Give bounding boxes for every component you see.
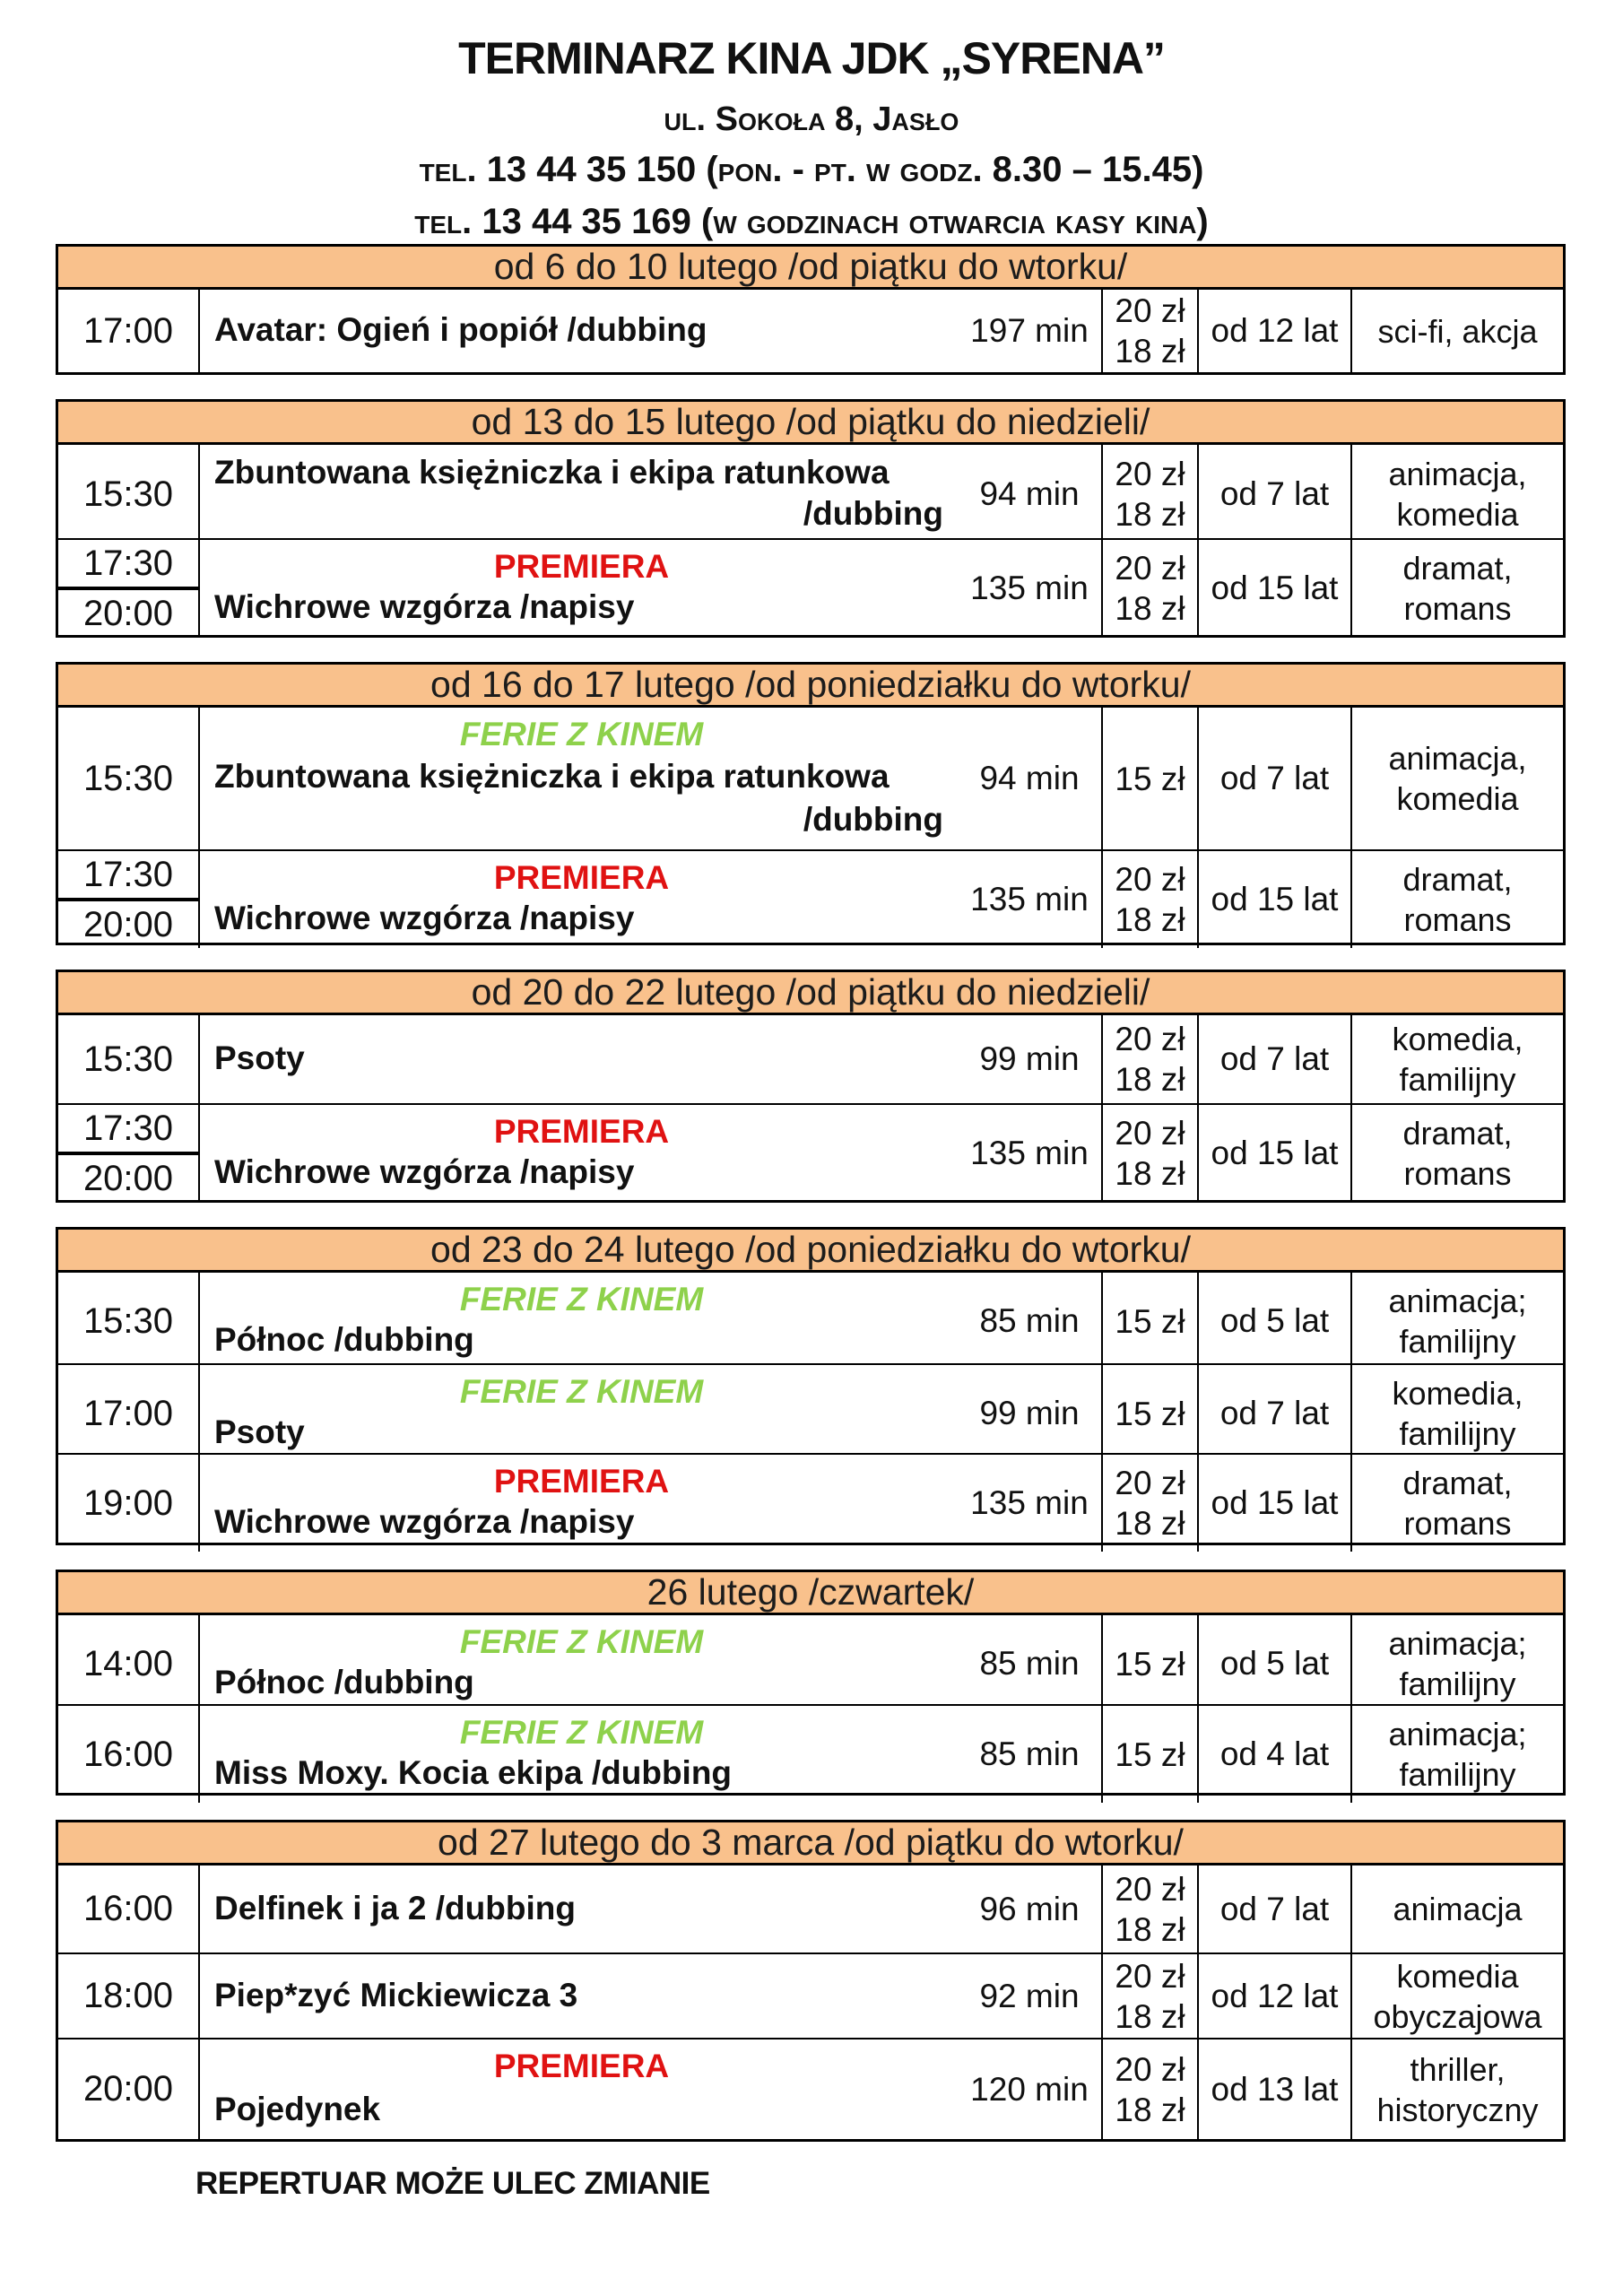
showtime: 16:00 — [82, 1889, 174, 1928]
genre-cell — [1350, 2039, 1563, 2139]
movie-cell — [198, 1706, 1101, 1803]
age-rating: od 15 lat — [1197, 1455, 1350, 1552]
showtime: 15:30 — [82, 1300, 174, 1341]
phone-line-2: tel. 13 44 35 169 (w godzinach otwarcia kasy kina) — [414, 202, 1209, 241]
movie-title: Piep*zyć Mickiewicza 3 — [214, 1976, 578, 2013]
schedule-row — [58, 1704, 1563, 1793]
movie-title: Północ /dubbing — [214, 1321, 474, 1358]
genre-cell — [1350, 540, 1563, 637]
movie-cell — [198, 1273, 1101, 1370]
movie-title: Pojedynek — [214, 2091, 381, 2127]
genre-line: animacja, — [1388, 456, 1527, 492]
showtime: 20:00 — [58, 1152, 198, 1202]
movie-cell — [198, 1455, 1101, 1552]
genre-line: dramat, — [1402, 550, 1513, 587]
genre-line: animacja — [1393, 1891, 1523, 1927]
schedule-section — [56, 1570, 1566, 1796]
schedule-row — [58, 1615, 1563, 1704]
showtime-cell — [58, 1615, 198, 1712]
showtime: 17:00 — [82, 1393, 174, 1433]
schedule-section — [56, 244, 1566, 375]
movie-cell — [198, 1866, 1101, 1952]
movie-cell — [198, 708, 1101, 849]
price-reduced: 18 zł — [1115, 1505, 1185, 1542]
price-cell — [1101, 1105, 1197, 1202]
genre-line: komedia — [1396, 496, 1519, 533]
movie-cell — [198, 1105, 1101, 1202]
price-normal: 20 zł — [1115, 550, 1185, 587]
section-date-header: od 20 do 22 lutego /od piątku do niedzieli/ — [58, 972, 1563, 1015]
genre-cell — [1350, 1273, 1563, 1370]
price-cell — [1101, 1365, 1197, 1462]
section-date-header: od 23 do 24 lutego /od poniedziałku do wtorku/ — [58, 1230, 1563, 1273]
schedule-row — [58, 538, 1563, 635]
genre-line: komedia — [1396, 1957, 1519, 1995]
movie-title: Miss Moxy. Kocia ekipa /dubbing — [214, 1754, 733, 1791]
price-normal: 20 zł — [1115, 861, 1185, 898]
price-normal: 15 zł — [1115, 1302, 1185, 1340]
premiera-tag: PREMIERA — [493, 859, 670, 896]
cinema-address: ul. Sokoła 8, Jasło — [664, 100, 959, 138]
movie-cell — [198, 2039, 1101, 2139]
price-reduced: 18 zł — [1115, 333, 1185, 370]
genre-cell — [1350, 1866, 1563, 1952]
duration: 85 min — [979, 1302, 1080, 1339]
age-rating: od 7 lat — [1197, 708, 1350, 849]
duration: 85 min — [979, 1645, 1080, 1682]
movie-cell — [198, 540, 1101, 637]
price-normal: 15 zł — [1115, 1395, 1185, 1432]
price-normal: 15 zł — [1115, 1735, 1185, 1773]
duration: 94 min — [979, 475, 1080, 512]
schedule-row — [58, 1015, 1563, 1103]
age-rating: od 15 lat — [1197, 1105, 1350, 1202]
section-date-header: 26 lutego /czwartek/ — [58, 1572, 1563, 1615]
genre-line: dramat, — [1402, 1465, 1513, 1501]
genre-line: historyczny — [1376, 2091, 1539, 2128]
showtime: 15:30 — [82, 1039, 174, 1079]
genre-line: komedia, — [1392, 1375, 1523, 1412]
genre-line: thriller, — [1410, 2050, 1506, 2088]
schedule-section — [56, 1227, 1566, 1545]
showtime: 16:00 — [82, 1734, 174, 1774]
schedule-row — [58, 708, 1563, 849]
movie-title: Psoty — [214, 1413, 305, 1450]
schedule-section — [56, 399, 1566, 638]
duration: 99 min — [979, 1395, 1080, 1431]
price-cell — [1101, 1706, 1197, 1803]
schedule-row — [58, 1952, 1563, 2038]
price-normal: 15 zł — [1115, 760, 1185, 797]
movie-title: Wichrowe wzgórza /napisy — [214, 900, 635, 936]
duration: 99 min — [979, 1040, 1080, 1077]
premiera-tag: PREMIERA — [493, 1463, 670, 1500]
duration: 135 min — [970, 570, 1089, 606]
showtime-cell — [58, 1954, 198, 2038]
genre-line: sci-fi, akcja — [1377, 312, 1538, 350]
showtime: 18:00 — [82, 1976, 174, 2015]
section-date-header: od 16 do 17 lutego /od poniedziałku do wtorku/ — [58, 665, 1563, 708]
showtime: 20:00 — [58, 898, 198, 948]
genre-cell — [1350, 708, 1563, 849]
price-normal: 20 zł — [1115, 292, 1185, 329]
showtime-cell — [58, 290, 198, 372]
genre-cell — [1350, 1365, 1563, 1462]
showtime: 15:30 — [82, 758, 174, 798]
movie-title: Psoty — [214, 1039, 305, 1076]
showtime: 17:30 — [82, 1108, 174, 1148]
premiera-tag: PREMIERA — [493, 1113, 670, 1150]
movie-title: Zbuntowana księżniczka i ekipa ratunkowa — [214, 758, 890, 795]
showtime: 17:30 — [82, 854, 174, 894]
age-rating: od 7 lat — [1197, 1866, 1350, 1952]
genre-line: animacja; — [1388, 1625, 1527, 1662]
duration: 135 min — [970, 1484, 1089, 1521]
schedule-row — [58, 2038, 1563, 2139]
schedule-section — [56, 662, 1566, 945]
genre-cell — [1350, 1615, 1563, 1712]
section-date-header: od 6 do 10 lutego /od piątku do wtorku/ — [58, 247, 1563, 290]
ferie-tag: FERIE Z KINEM — [459, 1373, 704, 1410]
genre-line: familijny — [1399, 1415, 1516, 1452]
showtime-cell — [58, 1273, 198, 1370]
age-rating: od 7 lat — [1197, 1365, 1350, 1462]
genre-cell — [1350, 851, 1563, 948]
movie-title: Północ /dubbing — [214, 1664, 474, 1700]
price-cell — [1101, 1954, 1197, 2038]
movie-cell — [198, 1015, 1101, 1103]
genre-line: romans — [1403, 1155, 1512, 1192]
age-rating: od 13 lat — [1197, 2039, 1350, 2139]
ferie-tag: FERIE Z KINEM — [459, 1714, 704, 1751]
genre-line: animacja; — [1388, 1283, 1527, 1319]
genre-cell — [1350, 445, 1563, 544]
movie-title-suffix: /dubbing — [803, 495, 943, 532]
showtime-cell — [58, 1455, 198, 1552]
movie-title: Wichrowe wzgórza /napisy — [214, 1153, 635, 1190]
showtime-cell — [58, 1015, 198, 1103]
showtime-cell — [58, 851, 198, 948]
showtime-cell — [58, 1706, 198, 1803]
price-normal: 20 zł — [1115, 2050, 1185, 2088]
price-normal: 20 zł — [1115, 1870, 1185, 1908]
duration: 120 min — [970, 2070, 1089, 2108]
genre-line: familijny — [1399, 1323, 1516, 1360]
price-cell — [1101, 290, 1197, 372]
schedule-row — [58, 1103, 1563, 1200]
section-date-header: od 13 do 15 lutego /od piątku do niedzieli/ — [58, 402, 1563, 445]
showtime-cell — [58, 445, 198, 544]
showtime-cell — [58, 1105, 198, 1202]
price-normal: 15 zł — [1115, 1645, 1185, 1683]
price-normal: 20 zł — [1115, 1115, 1185, 1152]
price-cell — [1101, 1455, 1197, 1552]
duration: 94 min — [979, 760, 1080, 796]
genre-line: obyczajowa — [1373, 1997, 1542, 2035]
price-normal: 20 zł — [1115, 1957, 1185, 1995]
price-cell — [1101, 2039, 1197, 2139]
genre-cell — [1350, 290, 1563, 372]
showtime-cell — [58, 1866, 198, 1952]
movie-cell — [198, 445, 1101, 544]
showtime-cell — [58, 708, 198, 849]
showtime: 15:30 — [82, 474, 174, 514]
price-cell — [1101, 1015, 1197, 1103]
schedule-row — [58, 1363, 1563, 1453]
genre-cell — [1350, 1105, 1563, 1202]
age-rating: od 4 lat — [1197, 1706, 1350, 1803]
phone-line-1: tel. 13 44 35 150 (pon. - pt. w godz. 8.30 – 15.45) — [419, 150, 1204, 189]
price-normal: 20 zł — [1115, 456, 1185, 492]
price-reduced: 18 zł — [1115, 496, 1185, 533]
duration: 96 min — [979, 1890, 1080, 1927]
showtime: 17:30 — [82, 543, 174, 583]
age-rating: od 12 lat — [1197, 290, 1350, 372]
schedule-row — [58, 849, 1563, 943]
genre-line: romans — [1403, 901, 1512, 938]
footer-note: REPERTUAR MOŻE ULEC ZMIANIE — [195, 2166, 710, 2201]
movie-cell — [198, 1954, 1101, 2038]
age-rating: od 12 lat — [1197, 1954, 1350, 2038]
price-cell — [1101, 445, 1197, 544]
age-rating: od 7 lat — [1197, 1015, 1350, 1103]
movie-title: Zbuntowana księżniczka i ekipa ratunkowa — [214, 454, 890, 491]
schedule-row — [58, 290, 1563, 372]
showtime: 17:00 — [82, 310, 174, 351]
price-normal: 20 zł — [1115, 1021, 1185, 1057]
genre-line: romans — [1403, 590, 1512, 627]
price-reduced: 18 zł — [1115, 590, 1185, 627]
showtime: 19:00 — [82, 1483, 174, 1523]
genre-line: animacja, — [1388, 740, 1527, 777]
price-reduced: 18 zł — [1115, 1997, 1185, 2035]
price-reduced: 18 zł — [1115, 1155, 1185, 1192]
schedule-row — [58, 1273, 1563, 1363]
page-header — [0, 0, 1623, 244]
showtime-cell — [58, 540, 198, 637]
duration: 135 min — [970, 881, 1089, 918]
movie-title: Wichrowe wzgórza /napisy — [214, 1503, 635, 1540]
genre-line: animacja; — [1388, 1716, 1527, 1752]
genre-cell — [1350, 1706, 1563, 1803]
movie-cell — [198, 290, 1101, 372]
showtime: 20:00 — [82, 2069, 174, 2109]
age-rating: od 5 lat — [1197, 1273, 1350, 1370]
schedule-row — [58, 1866, 1563, 1952]
premiera-tag: PREMIERA — [493, 2048, 670, 2084]
genre-cell — [1350, 1015, 1563, 1103]
price-cell — [1101, 1615, 1197, 1712]
price-cell — [1101, 708, 1197, 849]
genre-cell — [1350, 1455, 1563, 1552]
ferie-tag: FERIE Z KINEM — [459, 1281, 704, 1318]
movie-title: Wichrowe wzgórza /napisy — [214, 588, 635, 625]
section-date-header: od 27 lutego do 3 marca /od piątku do wtorku/ — [58, 1822, 1563, 1866]
duration: 92 min — [979, 1977, 1080, 2014]
schedule-row — [58, 1453, 1563, 1543]
price-cell — [1101, 1866, 1197, 1952]
genre-line: dramat, — [1402, 1115, 1513, 1152]
movie-cell — [198, 1365, 1101, 1462]
showtime: 20:00 — [58, 587, 198, 637]
price-reduced: 18 zł — [1115, 1061, 1185, 1098]
genre-line: dramat, — [1402, 861, 1513, 898]
age-rating: od 5 lat — [1197, 1615, 1350, 1712]
duration: 197 min — [970, 312, 1089, 349]
age-rating: od 15 lat — [1197, 851, 1350, 948]
price-reduced: 18 zł — [1115, 1910, 1185, 1948]
showtime: 14:00 — [82, 1643, 174, 1683]
showtime-cell — [58, 2039, 198, 2139]
genre-line: romans — [1403, 1505, 1512, 1542]
genre-line: komedia — [1396, 780, 1519, 817]
genre-line: familijny — [1399, 1756, 1516, 1793]
price-cell — [1101, 540, 1197, 637]
genre-line: familijny — [1399, 1061, 1516, 1098]
page-title: TERMINARZ KINA JDK „SYRENA” — [458, 33, 1165, 83]
duration: 135 min — [970, 1135, 1089, 1171]
movie-cell — [198, 851, 1101, 948]
ferie-tag: FERIE Z KINEM — [459, 1623, 704, 1660]
movie-title: Delfinek i ja 2 /dubbing — [214, 1889, 576, 1926]
price-cell — [1101, 1273, 1197, 1370]
price-normal: 20 zł — [1115, 1465, 1185, 1501]
movie-title: Avatar: Ogień i popiół /dubbing — [214, 311, 707, 348]
schedule-section — [56, 1820, 1566, 2142]
showtime-cell — [58, 1365, 198, 1462]
ferie-tag: FERIE Z KINEM — [459, 716, 704, 752]
genre-line: familijny — [1399, 1665, 1516, 1702]
genre-line: komedia, — [1392, 1021, 1523, 1057]
duration: 85 min — [979, 1735, 1080, 1772]
premiera-tag: PREMIERA — [493, 548, 670, 585]
movie-title-suffix: /dubbing — [803, 801, 943, 838]
price-cell — [1101, 851, 1197, 948]
age-rating: od 15 lat — [1197, 540, 1350, 637]
schedule-row — [58, 445, 1563, 538]
genre-cell — [1350, 1954, 1563, 2038]
movie-cell — [198, 1615, 1101, 1712]
price-reduced: 18 zł — [1115, 901, 1185, 938]
price-reduced: 18 zł — [1115, 2091, 1185, 2128]
age-rating: od 7 lat — [1197, 445, 1350, 544]
schedule-section — [56, 970, 1566, 1203]
